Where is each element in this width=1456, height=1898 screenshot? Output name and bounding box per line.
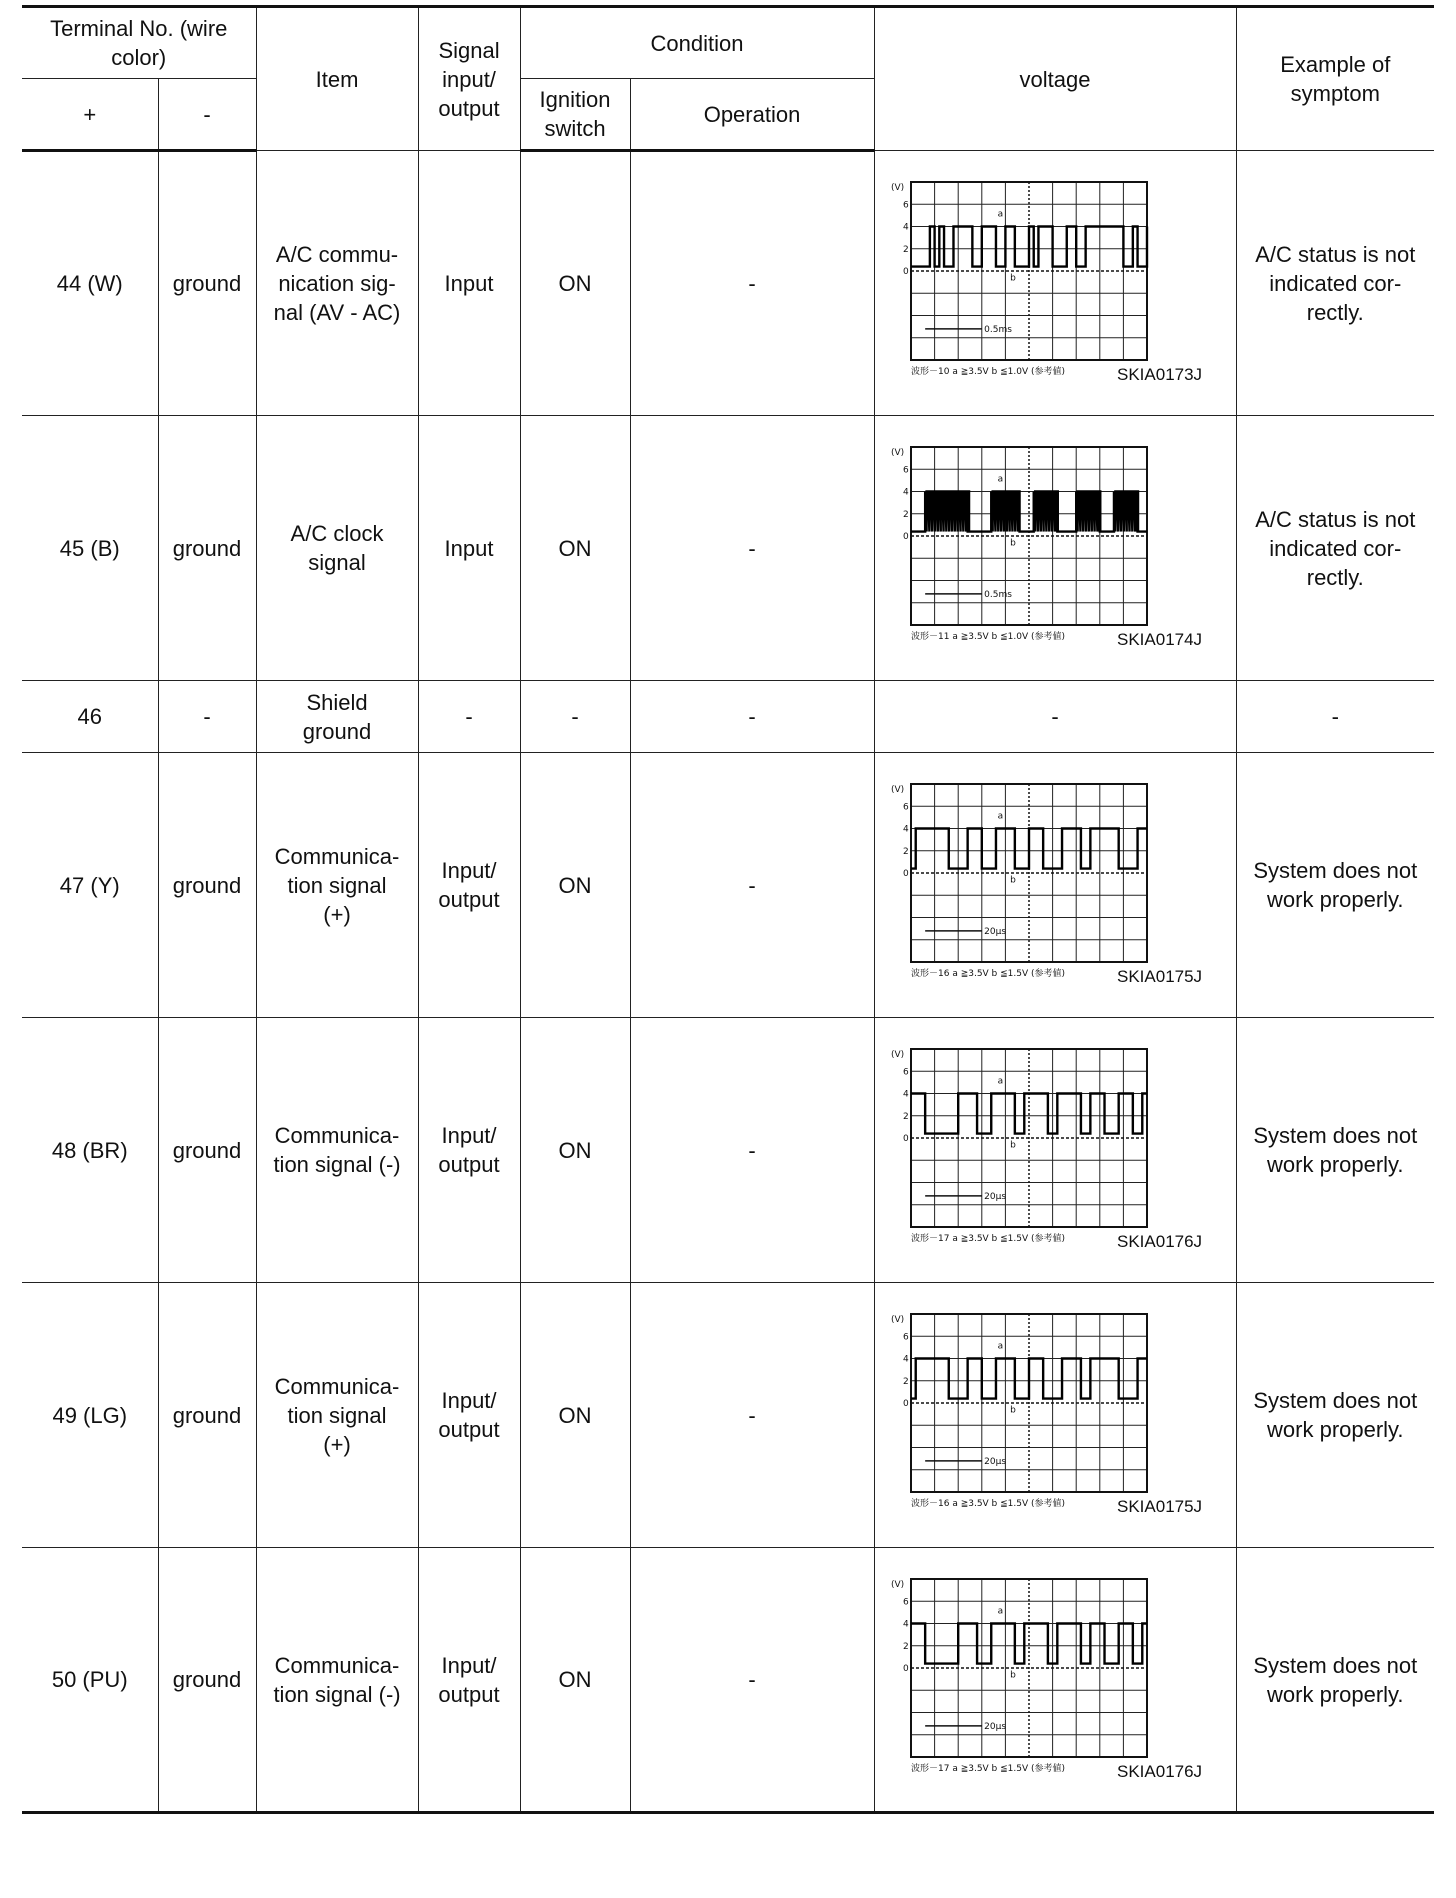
table-row (22, 1283, 1434, 1548)
item-cell: Communica- tion signal (+) (256, 1283, 418, 1548)
ignition-cell: ON (520, 1283, 630, 1548)
waveform-trace (911, 829, 1147, 869)
y-tick-label: 6 (903, 200, 909, 211)
header-minus: - (158, 79, 256, 151)
signal-io-cell: Input/ output (418, 1548, 520, 1813)
waveform-trace (911, 227, 1147, 267)
header-condition: Condition (520, 7, 874, 79)
waveform-footer: 波形－17 a ≧3.5V b ≦1.5V (参考値) (911, 1234, 1066, 1244)
figure-code: SKIA0176J (1117, 1761, 1203, 1781)
y-tick-label: 0 (903, 267, 909, 277)
terminal-minus: - (158, 681, 256, 753)
header-signal-io: Signal input/ output (418, 7, 520, 151)
timebase-label: 20μs (984, 1191, 1007, 1202)
table-row (22, 1018, 1434, 1283)
y-axis-unit: (V) (891, 1050, 905, 1060)
symptom-cell: System does not work properly. (1236, 753, 1434, 1018)
operation-cell: - (630, 151, 874, 416)
oscilloscope-waveform (885, 1035, 1225, 1265)
label-a: a (997, 1076, 1004, 1087)
label-b: b (1010, 1140, 1016, 1151)
waveform-footer: 波形－16 a ≧3.5V b ≦1.5V (参考値) (911, 969, 1066, 979)
table-row (22, 753, 1434, 1018)
header-terminal-no: Terminal No. (wire color) (22, 7, 256, 79)
waveform-trace (911, 1359, 1147, 1399)
ignition-cell: ON (520, 1018, 630, 1283)
terminal-minus: ground (158, 151, 256, 416)
signal-io-cell: Input (418, 416, 520, 681)
ignition-cell: ON (520, 151, 630, 416)
label-b: b (1010, 1670, 1016, 1681)
y-tick-label: 4 (903, 824, 909, 835)
y-axis-unit: (V) (891, 448, 905, 458)
y-tick-label: 6 (903, 1596, 909, 1607)
y-axis-unit: (V) (891, 1579, 905, 1590)
operation-cell: - (630, 1018, 874, 1283)
item-cell: Shield ground (256, 681, 418, 753)
y-tick-label: 2 (903, 244, 909, 255)
signal-io-cell: Input/ output (418, 753, 520, 1018)
voltage-cell: - (874, 681, 1236, 753)
symptom-cell: - (1236, 681, 1434, 753)
voltage-cell (874, 753, 1236, 1018)
label-a: a (997, 1341, 1004, 1352)
terminal-plus: 44 (W) (22, 151, 158, 416)
signal-io-cell: - (418, 681, 520, 753)
table-row (22, 416, 1434, 681)
terminal-plus: 48 (BR) (22, 1018, 158, 1283)
item-cell: Communica- tion signal (-) (256, 1018, 418, 1283)
table-row (22, 151, 1434, 416)
operation-cell: - (630, 753, 874, 1018)
timebase-label: 20μs (984, 1721, 1007, 1732)
header-operation: Operation (630, 79, 874, 151)
figure-code: SKIA0173J (1117, 365, 1203, 384)
operation-cell: - (630, 1283, 874, 1548)
terminal-plus: 50 (PU) (22, 1548, 158, 1813)
figure-code: SKIA0174J (1117, 630, 1203, 649)
y-tick-label: 6 (903, 802, 909, 813)
y-tick-label: 4 (903, 222, 909, 233)
operation-cell: - (630, 681, 874, 753)
waveform-footer: 波形－16 a ≧3.5V b ≦1.5V (参考値) (911, 1499, 1066, 1509)
signal-io-cell: Input/ output (418, 1283, 520, 1548)
header-plus: + (22, 79, 158, 151)
terminal-minus: ground (158, 1548, 256, 1813)
oscilloscope-waveform (885, 1565, 1225, 1795)
y-tick-label: 2 (903, 1111, 909, 1122)
y-tick-label: 6 (903, 1332, 909, 1343)
y-tick-label: 4 (903, 1619, 909, 1629)
y-tick-label: 2 (903, 1376, 909, 1387)
symptom-cell: A/C status is not indicated cor- rectly. (1236, 416, 1434, 681)
y-tick-label: 2 (903, 846, 909, 857)
label-a: a (997, 209, 1004, 220)
timebase-label: 0.5ms (984, 589, 1012, 600)
signal-io-cell: Input (418, 151, 520, 416)
waveform-footer: 波形－17 a ≧3.5V b ≦1.5V (参考値) (911, 1763, 1066, 1774)
voltage-cell (874, 416, 1236, 681)
terminal-plus: 47 (Y) (22, 753, 158, 1018)
figure-code: SKIA0176J (1117, 1232, 1203, 1251)
label-b: b (1010, 1405, 1016, 1416)
label-b: b (1010, 273, 1016, 284)
terminal-plus: 49 (LG) (22, 1283, 158, 1548)
oscilloscope-waveform (885, 168, 1225, 398)
symptom-cell: System does not work properly. (1236, 1018, 1434, 1283)
label-a: a (997, 1606, 1004, 1616)
terminal-minus: ground (158, 1018, 256, 1283)
ignition-cell: - (520, 681, 630, 753)
y-tick-label: 0 (903, 1399, 909, 1409)
label-b: b (1010, 538, 1016, 549)
y-tick-label: 0 (903, 532, 909, 542)
timebase-label: 20μs (984, 926, 1007, 937)
figure-code: SKIA0175J (1117, 967, 1203, 986)
y-tick-label: 4 (903, 1089, 909, 1100)
label-b: b (1010, 875, 1016, 886)
item-cell: Communica- tion signal (+) (256, 753, 418, 1018)
terminal-plus: 46 (22, 681, 158, 753)
y-tick-label: 0 (903, 869, 909, 879)
y-tick-label: 4 (903, 1354, 909, 1365)
ignition-cell: ON (520, 416, 630, 681)
terminal-minus: ground (158, 1283, 256, 1548)
y-axis-unit: (V) (891, 785, 905, 795)
operation-cell: - (630, 1548, 874, 1813)
figure-code: SKIA0175J (1117, 1497, 1203, 1516)
voltage-cell (874, 1283, 1236, 1548)
timebase-label: 0.5ms (984, 324, 1012, 335)
terminal-minus: ground (158, 416, 256, 681)
oscilloscope-waveform (885, 770, 1225, 1000)
table-row (22, 1548, 1434, 1813)
signal-io-cell: Input/ output (418, 1018, 520, 1283)
waveform-footer: 波形－10 a ≧3.5V b ≦1.0V (参考値) (911, 367, 1066, 377)
y-axis-unit: (V) (891, 183, 905, 193)
timebase-label: 20μs (984, 1456, 1007, 1467)
terminal-spec-table (22, 5, 1434, 1814)
y-tick-label: 4 (903, 487, 909, 498)
oscilloscope-waveform (885, 433, 1225, 663)
ignition-cell: ON (520, 1548, 630, 1813)
terminal-plus: 45 (B) (22, 416, 158, 681)
symptom-cell: System does not work properly. (1236, 1548, 1434, 1813)
header-item: Item (256, 7, 418, 151)
header-ignition-switch: Ignition switch (520, 79, 630, 151)
y-tick-label: 6 (903, 465, 909, 476)
symptom-cell: System does not work properly. (1236, 1283, 1434, 1548)
header-example-symptom: Example of symptom (1236, 7, 1434, 151)
operation-cell: - (630, 416, 874, 681)
ignition-cell: ON (520, 753, 630, 1018)
voltage-cell (874, 151, 1236, 416)
voltage-cell (874, 1548, 1236, 1813)
y-tick-label: 0 (903, 1663, 909, 1674)
voltage-cell (874, 1018, 1236, 1283)
item-cell: A/C commu- nication sig- nal (AV - AC) (256, 151, 418, 416)
label-a: a (997, 474, 1004, 485)
y-tick-label: 6 (903, 1067, 909, 1078)
label-a: a (997, 811, 1004, 822)
terminal-minus: ground (158, 753, 256, 1018)
symptom-cell: A/C status is not indicated cor- rectly. (1236, 151, 1434, 416)
item-cell: A/C clock signal (256, 416, 418, 681)
waveform-footer: 波形－11 a ≧3.5V b ≦1.0V (参考値) (911, 632, 1066, 642)
y-tick-label: 2 (903, 509, 909, 520)
item-cell: Communica- tion signal (-) (256, 1548, 418, 1813)
table-row (22, 681, 1434, 753)
header-voltage: voltage (874, 7, 1236, 151)
y-tick-label: 0 (903, 1134, 909, 1144)
y-tick-label: 2 (903, 1641, 909, 1652)
oscilloscope-waveform (885, 1300, 1225, 1530)
y-axis-unit: (V) (891, 1315, 905, 1325)
